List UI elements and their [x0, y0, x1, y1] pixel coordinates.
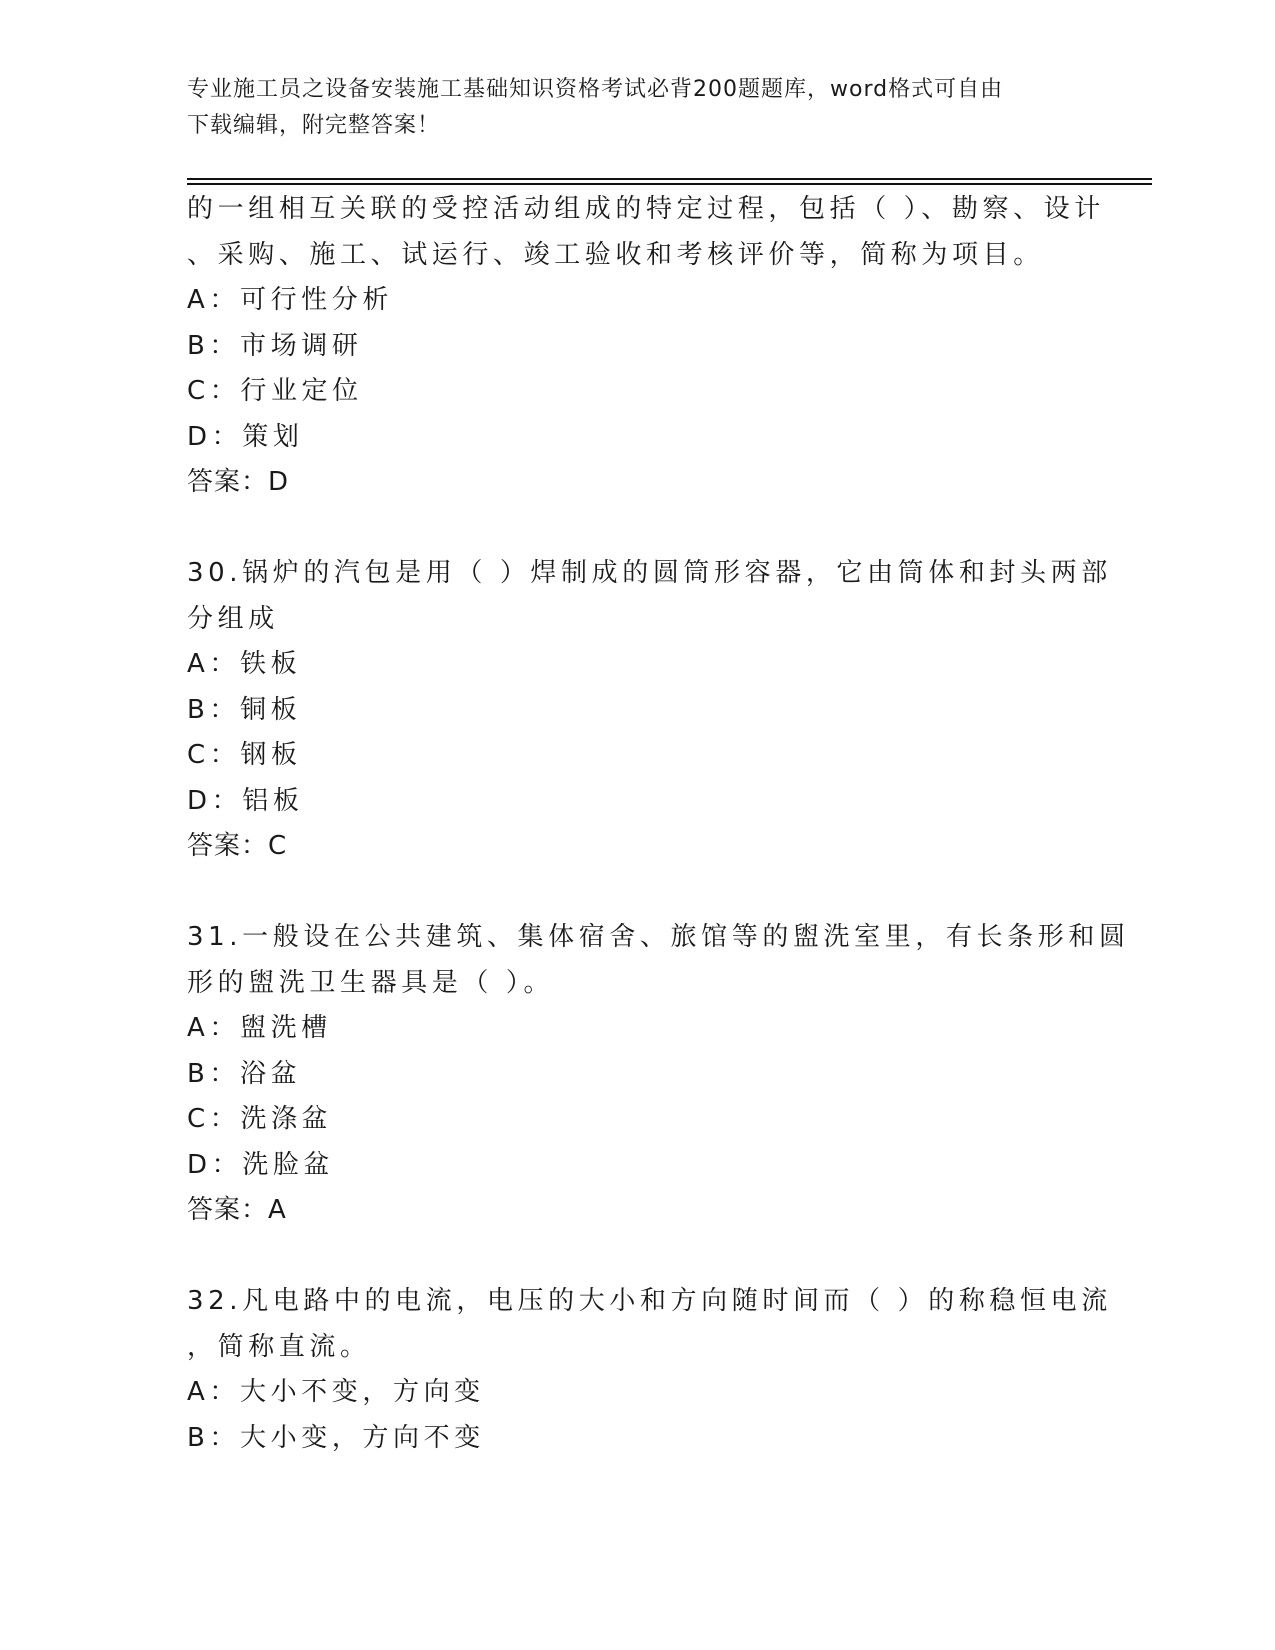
question-30	[187, 551, 1112, 870]
question-31	[187, 915, 1130, 1234]
question-text: 31.一般设在公共建筑、集体宿舍、旅馆等的盥洗室里，有长条形和圆	[187, 922, 1130, 952]
option-c: C：行业定位	[187, 376, 363, 406]
question-text: 的一组相互关联的受控活动组成的特定过程，包括（ ）、勘察、设计	[187, 194, 1105, 224]
question-text: 32.凡电路中的电流，电压的大小和方向随时间而（ ）的称稳恒电流	[187, 1286, 1112, 1316]
option-a: A：大小不变，方向变	[187, 1377, 485, 1407]
option-a: A：可行性分析	[187, 285, 393, 315]
option-b: B：市场调研	[187, 330, 363, 361]
document-header	[187, 72, 1067, 144]
question-text: ，简称直流。	[187, 1331, 371, 1362]
header-divider-bottom	[187, 183, 1152, 185]
question-text: 、采购、施工、试运行、竣工验收和考核评价等，简称为项目。	[187, 239, 1044, 270]
option-b: B：大小变，方向不变	[187, 1422, 485, 1453]
option-d: D：铝板	[187, 785, 304, 816]
option-b: B：铜板	[187, 694, 302, 725]
option-c: C：钢板	[187, 740, 302, 770]
answer: 答案：A	[187, 1195, 287, 1225]
spacer	[187, 870, 1087, 916]
question-content	[187, 187, 1130, 1461]
answer: 答案：D	[187, 467, 290, 497]
spacer	[187, 506, 1087, 552]
option-d: D：策划	[187, 421, 304, 452]
question-text: 30.锅炉的汽包是用（ ）焊制成的圆筒形容器，它由筒体和封头两部	[187, 558, 1112, 588]
question-text: 形的盥洗卫生器具是（ ）。	[187, 967, 555, 998]
option-c: C：洗涤盆	[187, 1104, 333, 1134]
option-d: D：洗脸盆	[187, 1149, 335, 1180]
question-text: 分组成	[187, 603, 279, 634]
question-29	[187, 187, 1105, 506]
option-b: B：浴盆	[187, 1058, 302, 1089]
answer: 答案：C	[187, 831, 288, 861]
header-line-1: 专业施工员之设备安装施工基础知识资格考试必背200题题库，word格式可自由	[187, 77, 1004, 102]
header-line-2: 下载编辑，附完整答案！	[187, 113, 441, 138]
option-a: A：盥洗槽	[187, 1013, 332, 1043]
header-divider-top	[187, 178, 1152, 180]
question-32	[187, 1279, 1112, 1461]
option-a: A：铁板	[187, 649, 302, 679]
spacer	[187, 1234, 1087, 1280]
